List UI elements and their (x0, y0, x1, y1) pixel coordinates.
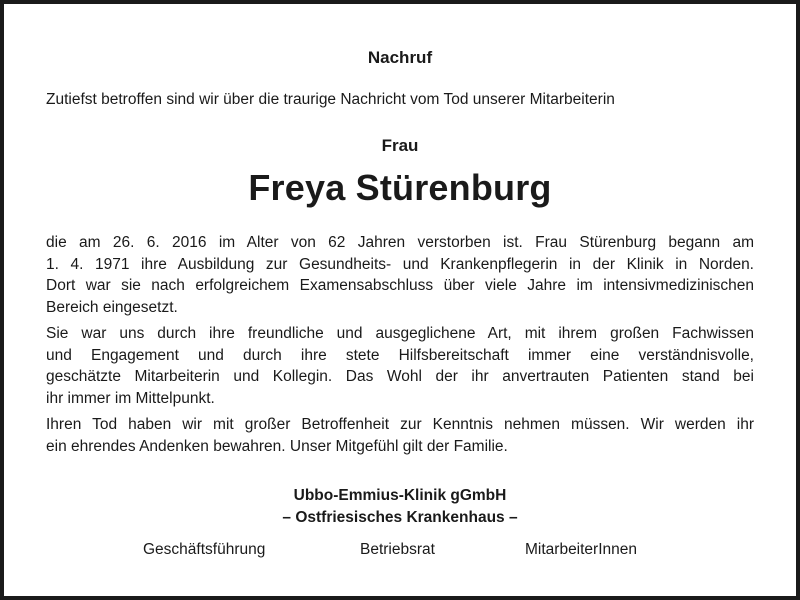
notice-heading: Nachruf (367, 48, 433, 67)
deceased-name: Freya Stürenburg (248, 167, 552, 208)
text-line: Sie war uns durch ihre freundliche und ausgeglichene Art, mit ihrem großen Fachwissen (46, 325, 754, 342)
paragraph-character (46, 323, 754, 409)
text-line: Ihren Tod haben wir mit großer Betroffenheit zur Kenntnis nehmen müssen. Wir werden ihr (46, 416, 754, 433)
intro-text: Zutiefst betroffen sind wir über die traurige Nachricht vom Tod unserer Mitarbeiterin (46, 91, 615, 108)
organization-name: Ubbo-Emmius-Klinik gGmbH (293, 487, 507, 504)
text-line: die am 26. 6. 2016 im Alter von 62 Jahren verstorben ist. Frau Stürenburg begann am (46, 234, 754, 251)
signatory-works-council: Betriebsrat (360, 541, 435, 558)
text-line: ein ehrendes Andenken bewahren. Unser Mitgefühl gilt der Familie. (46, 437, 508, 455)
paragraph-career (46, 232, 754, 318)
organization-subtitle: – Ostfriesisches Krankenhaus – (282, 509, 518, 526)
text-line: Bereich eingesetzt. (46, 298, 178, 316)
signatory-management: Geschäftsführung (143, 541, 266, 558)
text-line: geschätzte Mitarbeiterin und Kollegin. Das Wohl der ihr anvertrauten Patienten stand bei (46, 368, 754, 385)
salutation: Frau (381, 136, 419, 155)
paragraph-condolence (46, 414, 754, 457)
notice-body (46, 232, 754, 462)
text-line: ihr immer im Mittelpunkt. (46, 389, 215, 407)
text-line: 1. 4. 1971 ihre Ausbildung zur Gesundheits- und Krankenpflegerin in der Klinik in Norden. (46, 255, 754, 273)
text-line: Dort war sie nach erfolgreichem Examensabschluss über viele Jahre im intensivmedizinischen (46, 277, 754, 294)
text-line: und Engagement und durch ihre stete Hilfsbereitschaft immer eine verständnisvolle, (46, 346, 754, 364)
signatory-staff: MitarbeiterInnen (525, 541, 638, 558)
